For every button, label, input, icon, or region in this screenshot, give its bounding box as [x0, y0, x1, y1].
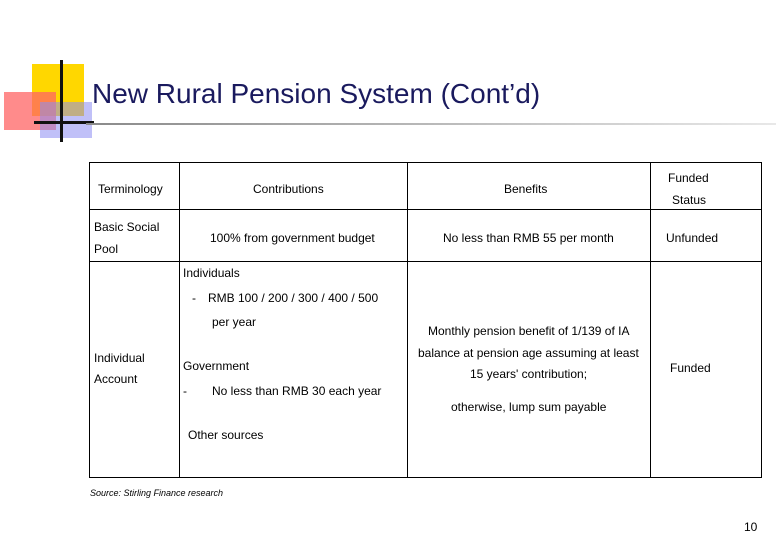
pension-table	[89, 162, 762, 478]
basic-pool-contributions: 100% from government budget	[210, 231, 375, 245]
decor-blue-square	[40, 102, 92, 138]
header-funded-status-cell	[651, 163, 762, 210]
individuals-dash: -	[192, 291, 196, 305]
decor-horizontal-line	[34, 121, 94, 124]
title-underline	[86, 123, 776, 125]
basic-pool-funded-cell	[651, 210, 762, 262]
slide-title: New Rural Pension System (Cont’d)	[92, 78, 541, 109]
individuals-period: per year	[212, 315, 257, 329]
basic-pool-term-line1: Basic Social	[94, 220, 160, 234]
individual-benefits-line1: Monthly pension benefit of 1/139 of IA	[428, 324, 630, 338]
basic-pool-funded-status: Unfunded	[666, 231, 719, 245]
header-contributions: Contributions	[253, 182, 324, 196]
header-status: Status	[672, 193, 707, 207]
header-terminology-cell	[90, 163, 180, 210]
individuals-heading: Individuals	[183, 266, 240, 280]
individual-benefits-line2: balance at pension age assuming at least	[418, 346, 639, 360]
header-benefits: Benefits	[504, 182, 548, 196]
government-heading: Government	[183, 359, 250, 373]
individual-funded-cell	[651, 262, 762, 478]
individual-benefits-line3: 15 years' contribution;	[470, 367, 588, 381]
other-sources: Other sources	[188, 428, 264, 442]
individual-term-line2: Account	[94, 372, 138, 386]
basic-pool-term-line2: Pool	[94, 242, 119, 256]
government-dash: -	[183, 384, 187, 398]
table-header-row	[90, 163, 762, 210]
header-benefits-cell	[408, 163, 651, 210]
individual-benefits-cell	[408, 262, 651, 478]
page-number: 10	[744, 520, 758, 534]
individual-contributions-cell	[180, 262, 408, 478]
government-amount: No less than RMB 30 each year	[212, 384, 382, 398]
basic-pool-contributions-cell	[180, 210, 408, 262]
header-funded: Funded	[668, 171, 709, 185]
header-contributions-cell	[180, 163, 408, 210]
table-row-basic-social-pool	[90, 210, 762, 262]
source-note: Source: Stirling Finance research	[90, 488, 224, 498]
header-terminology: Terminology	[98, 182, 163, 196]
individuals-amounts: RMB 100 / 200 / 300 / 400 / 500	[208, 291, 379, 305]
basic-pool-terminology-cell	[90, 210, 180, 262]
individual-term-line1: Individual	[94, 351, 145, 365]
individual-benefits-line4: otherwise, lump sum payable	[451, 400, 607, 414]
basic-pool-benefits: No less than RMB 55 per month	[443, 231, 614, 245]
table-row-individual-account	[90, 262, 762, 478]
decor-vertical-line	[60, 60, 63, 142]
individual-funded-status: Funded	[670, 361, 711, 375]
basic-pool-benefits-cell	[408, 210, 651, 262]
individual-terminology-cell	[90, 262, 180, 478]
